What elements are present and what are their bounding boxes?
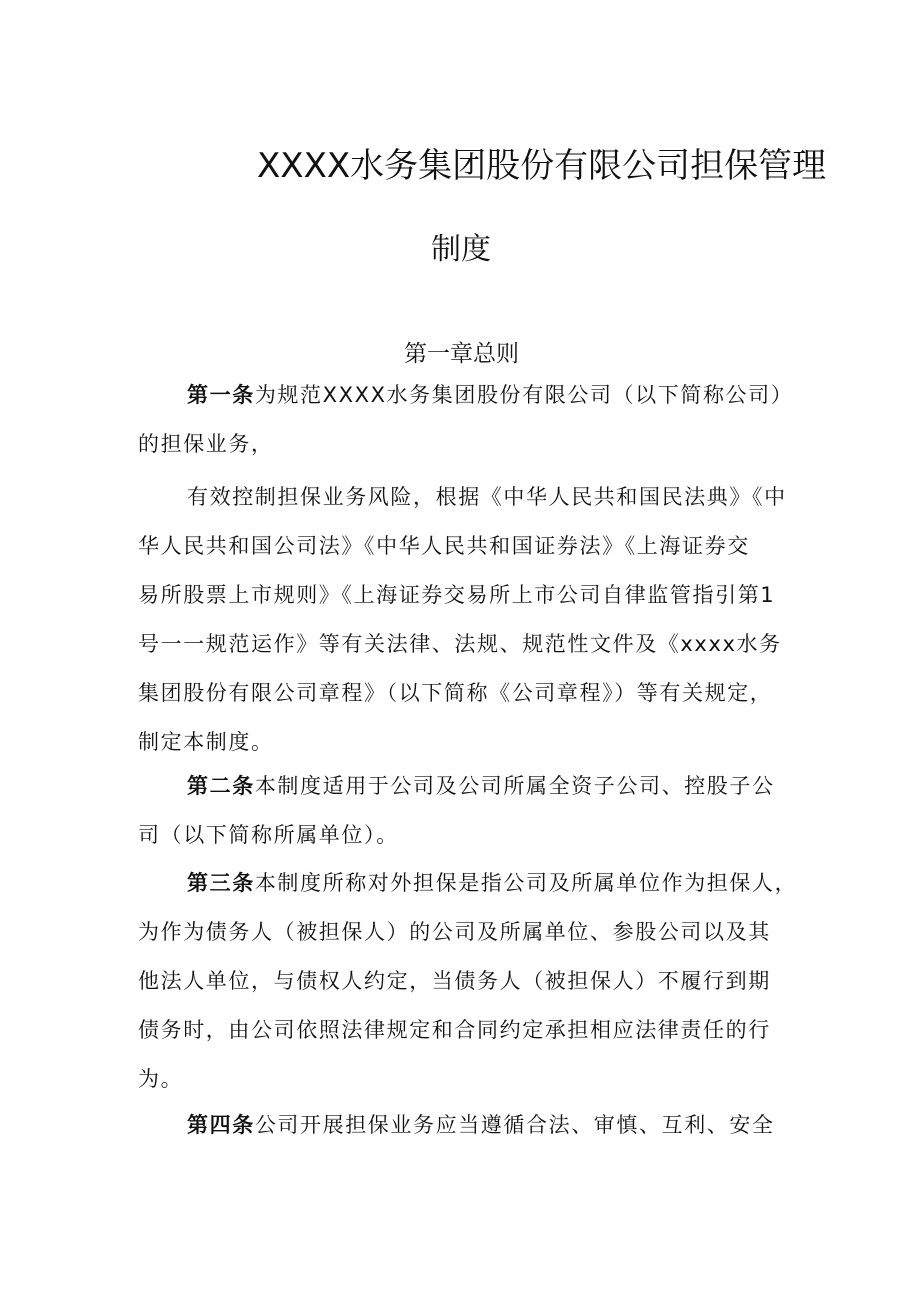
document-title-line2: 制度 <box>431 232 491 267</box>
article-3-text-cont: 为。 <box>138 1067 184 1091</box>
paragraph-line: 华人民共和国公司法》《中华人民共和国证券法》《上海证券交 <box>138 534 750 558</box>
chapter-heading: 第一章总则 <box>404 341 519 367</box>
article-3-text: 本制度所称对外担保是指公司及所属单位作为担保人， <box>254 871 798 895</box>
paragraph-line: 号一一规范运作》等有关法律、法规、规范性文件及《xxxx水务 <box>138 632 782 656</box>
paragraph-basis <box>138 473 798 767</box>
article-4-label: 第四条 <box>187 1113 255 1137</box>
document-title-line1: XXXX水务集团股份有限公司担保管理 <box>257 146 827 186</box>
article-3-text-cont: 债务时，由公司依照法律规定和合同约定承担相应法律责任的行 <box>138 1018 771 1042</box>
article-1-text: 为规范XXXX水务集团股份有限公司（以下简称公司） <box>254 383 794 407</box>
article-1-text-cont: 的担保业务， <box>138 432 274 456</box>
article-3 <box>138 859 798 1104</box>
article-2 <box>138 762 798 860</box>
article-4-text: 公司开展担保业务应当遵循合法、审慎、互利、安全 <box>254 1113 775 1137</box>
article-4 <box>138 1101 798 1150</box>
paragraph-line: 集团股份有限公司章程》（以下简称《公司章程》）等有关规定， <box>138 681 773 705</box>
article-3-label: 第三条 <box>187 871 255 895</box>
article-1 <box>138 371 798 469</box>
article-3-text-cont: 为作为债务人（被担保人）的公司及所属单位、参股公司以及其 <box>138 920 771 944</box>
article-3-text-cont: 他法人单位，与债权人约定，当债务人（被担保人）不履行到期 <box>138 969 771 993</box>
article-2-label: 第二条 <box>187 774 255 798</box>
paragraph-line: 易所股票上市规则》《上海证券交易所上市公司自律监管指引第1 <box>138 583 776 607</box>
article-1-label: 第一条 <box>187 383 255 407</box>
paragraph-line: 制定本制度。 <box>138 730 274 754</box>
article-2-text: 本制度适用于公司及公司所属全资子公司、控股子公 <box>254 774 775 798</box>
paragraph-line: 有效控制担保业务风险，根据《中华人民共和国民法典》《中 <box>187 485 787 509</box>
article-2-text-cont: 司（以下简称所属单位）。 <box>138 823 399 847</box>
